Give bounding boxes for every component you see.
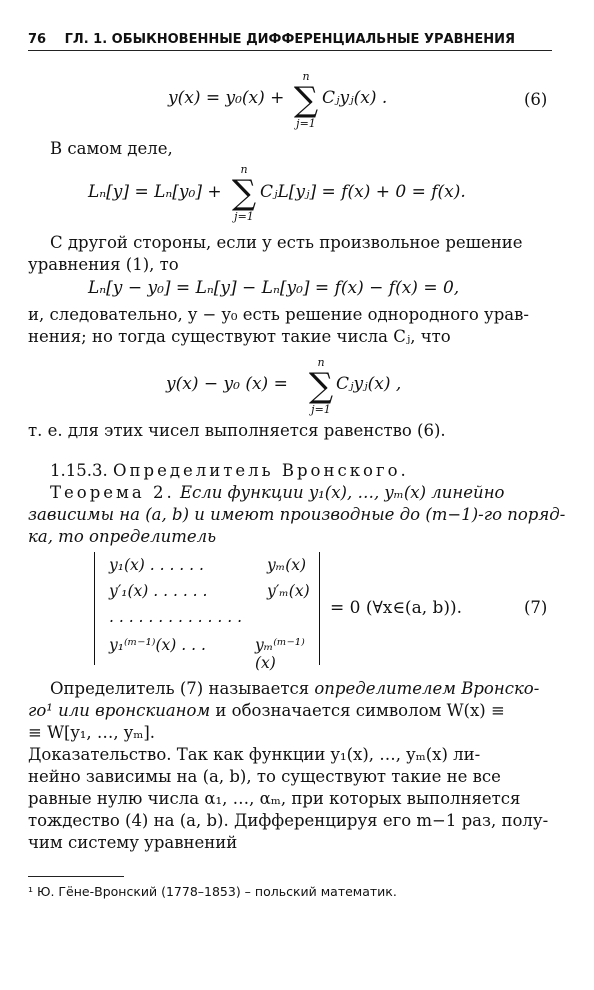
equation-6-rhs: Cⱼyⱼ(x) . <box>322 88 388 108</box>
det-row-3: . . . . . . . . . . . . . . <box>109 608 243 626</box>
paragraph-other-side-line2: уравнения (1), то <box>28 255 179 274</box>
definition-text-a: Определитель (7) называется <box>50 679 315 698</box>
sum-lower-limit: j=1 <box>234 210 254 223</box>
definition-text-b: и обозначается символом W(x) ≡ <box>210 701 505 720</box>
page-number: 76 <box>28 32 47 47</box>
det-row-2-left: y′₁(x) . . . . . . <box>109 582 208 600</box>
footnote: ¹ Ю. Гёне-Вронский (1778–1853) – польский математик. <box>28 884 397 899</box>
paragraph-equality: т. е. для этих чисел выполняется равенство (6). <box>28 421 446 440</box>
paragraph-indeed: В самом деле, <box>50 139 173 158</box>
sum-upper-limit: n <box>317 356 325 369</box>
paragraph-consequently-line1: и, следовательно, y − y₀ есть решение однородного урав- <box>28 305 529 324</box>
det-row-4-left: y₁⁽ᵐ⁻¹⁾(x) . . . <box>109 636 206 654</box>
equation-difference: Lₙ[y − y₀] = Lₙ[y] − Lₙ[y₀] = f(x) − f(x) = 0, <box>88 278 460 298</box>
running-title: ГЛ. 1. ОБЫКНОВЕННЫЕ ДИФФЕРЕНЦИАЛЬНЫЕ УРАВНЕНИЯ <box>64 32 516 47</box>
determinant-rhs: = 0 (∀x∈(a, b)). <box>330 598 463 618</box>
equation-6-lhs: y(x) = y₀(x) + <box>168 88 285 108</box>
definition-term-b: го¹ или вронскианом <box>28 701 211 720</box>
sigma-symbol: ∑ <box>308 366 334 406</box>
equation-sum2-rhs: Cⱼyⱼ(x) , <box>336 374 402 394</box>
sum-upper-limit: n <box>302 70 310 83</box>
sigma-symbol: ∑ <box>231 173 257 213</box>
section-title: Определитель Вронского. <box>112 461 409 480</box>
equation-L-lhs: Lₙ[y] = Lₙ[y₀] + <box>88 182 222 202</box>
theorem-line3: ка, то определитель <box>28 527 217 546</box>
proof-line2: нейно зависимы на (a, b), то существуют такие не все <box>28 767 501 786</box>
equation-sum2-sum <box>308 356 334 416</box>
equation-L-rhs: CⱼL[yⱼ] = f(x) + 0 = f(x). <box>260 182 466 202</box>
paragraph-other-side-line1: С другой стороны, если y есть произвольное решение <box>50 233 523 252</box>
det-row-1-right: yₘ(x) <box>267 556 307 574</box>
paragraph-definition-line3: ≡ W[y₁, …, yₘ]. <box>28 723 156 742</box>
proof-line3: равные нулю числа α₁, …, αₘ, при которых выполняется <box>28 789 521 808</box>
equation-sum2-lhs: y(x) − y₀ (x) = <box>166 374 288 394</box>
sum-lower-limit: j=1 <box>311 403 331 416</box>
det-row-1-left: y₁(x) . . . . . . <box>109 556 204 574</box>
proof-line4: тождество (4) на (a, b). Дифференцируя его m−1 раз, полу- <box>28 811 549 830</box>
footnote-rule <box>28 876 124 877</box>
sigma-symbol: ∑ <box>293 80 319 120</box>
theorem-text-1: Если функции y₁(x), …, yₘ(x) линейно <box>179 483 505 502</box>
equation-number-7: (7) <box>524 598 548 617</box>
running-header <box>28 32 552 47</box>
sum-upper-limit: n <box>240 163 248 176</box>
theorem-line2: зависимы на (a, b) и имеют производные до (m−1)-го поряд- <box>28 505 566 524</box>
equation-6-sum <box>293 70 319 130</box>
section-number: 1.15.3. <box>50 461 108 480</box>
proof-line5: чим систему уравнений <box>28 833 238 852</box>
sum-lower-limit: j=1 <box>296 117 316 130</box>
proof-line1: Доказательство. Так как функции y₁(x), …, yₘ(x) ли- <box>28 745 481 764</box>
wronskian-determinant <box>94 552 320 672</box>
det-row-4-right: yₘ⁽ᵐ⁻¹⁾(x) <box>255 636 305 672</box>
det-row-2-right: y′ₘ(x) <box>267 582 310 600</box>
definition-term-a: определителем Вронско- <box>314 679 540 698</box>
equation-number-6: (6) <box>524 90 548 109</box>
paragraph-consequently-line2: нения; но тогда существуют такие числа Cⱼ, что <box>28 327 451 346</box>
header-rule <box>28 50 552 51</box>
equation-L-sum <box>231 163 257 223</box>
theorem-label: Теорема 2. <box>50 483 175 502</box>
